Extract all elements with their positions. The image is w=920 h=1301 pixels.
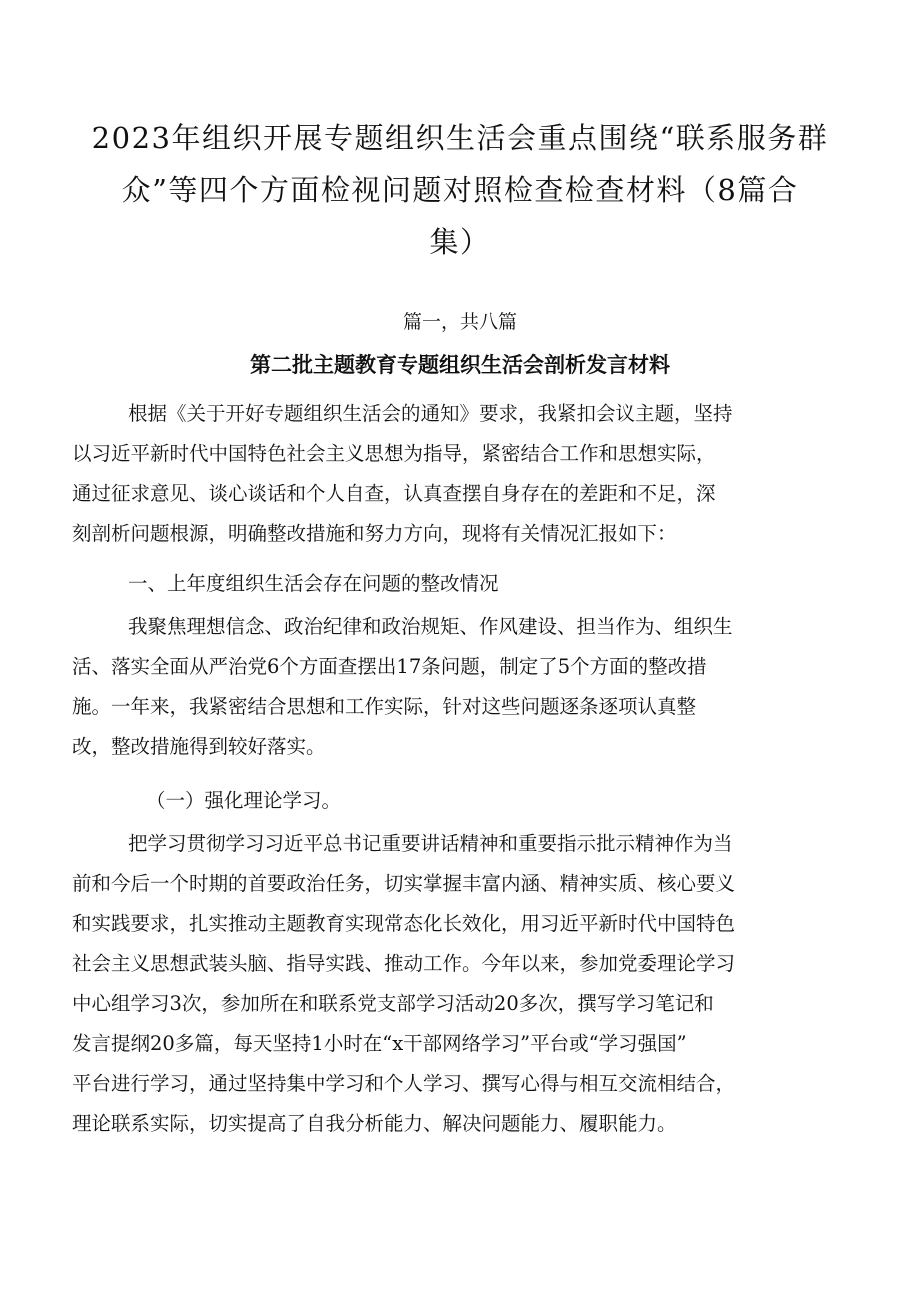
- text-line: 施。一年来，我紧密结合思想和工作实际，针对这些问题逐条逐项认真整: [72, 695, 697, 718]
- paragraph-intro: [72, 394, 862, 554]
- text-line: 以习近平新时代中国特色社会主义思想为指导，紧密结合工作和思想实际，: [72, 442, 716, 465]
- heading-level-2: [72, 781, 862, 821]
- text-line: 根据《关于开好专题组织生活会的通知》要求，我紧扣会议主题，坚持: [128, 402, 733, 425]
- text-line: 活、落实全面从严治党6个方面查摆出17条问题，制定了5个方面的整改措: [72, 655, 707, 678]
- text-line: 通过征求意见、谈心谈话和个人自查，认真查摆自身存在的差距和不足，深: [72, 482, 716, 505]
- text-line: 刻剖析问题根源，明确整改措施和努力方向，现将有关情况汇报如下：: [72, 522, 677, 545]
- paragraph-rectification: [72, 607, 862, 767]
- document-title-line: 集）: [429, 225, 491, 259]
- text-line: 平台进行学习，通过坚持集中学习和个人学习、撰写心得与相互交流相结合，: [72, 1072, 736, 1095]
- part-label: 篇一，共八篇: [402, 311, 517, 333]
- text-line: 中心组学习3次，参加所在和联系党支部学习活动20多次，撰写学习笔记和: [72, 992, 714, 1015]
- document-title-line: 2023年组织开展专题组织生活会重点围绕“联系服务群: [91, 121, 829, 155]
- document-title-line: 众”等四个方面检视问题对照检查检查材料（8篇合: [121, 173, 799, 207]
- text-line: 一、上年度组织生活会存在问题的整改情况: [128, 572, 499, 595]
- text-line: 和实践要求，扎实推动主题教育实现常态化长效化，用习近平新时代中国特色: [72, 912, 736, 935]
- text-line: 社会主义思想武装头脑、指导实践、推动工作。今年以来，参加党委理论学习: [72, 952, 736, 975]
- paragraph-theory-study: [72, 824, 862, 1144]
- document-title: [80, 112, 840, 268]
- text-line: 前和今后一个时期的首要政治任务，切实掌握丰富内涵、精神实质、核心要义: [72, 872, 736, 895]
- text-line: 理论联系实际，切实提高了自我分析能力、解决问题能力、履职能力。: [72, 1112, 677, 1135]
- text-line: 发言提纲20多篇，每天坚持1小时在“x干部网络学习”平台或“学习强国”: [72, 1032, 687, 1055]
- text-line: 把学习贯彻学习习近平总书记重要讲话精神和重要指示批示精神作为当: [128, 832, 733, 855]
- text-line: 我聚焦理想信念、政治纪律和政治规矩、作风建设、担当作为、组织生: [128, 615, 733, 638]
- text-line: （一）强化理论学习。: [146, 789, 342, 812]
- section-title: 第二批主题教育专题组织生活会剖析发言材料: [250, 353, 670, 377]
- heading-level-1: [72, 564, 862, 604]
- text-line: 改，整改措施得到较好落实。: [72, 735, 326, 758]
